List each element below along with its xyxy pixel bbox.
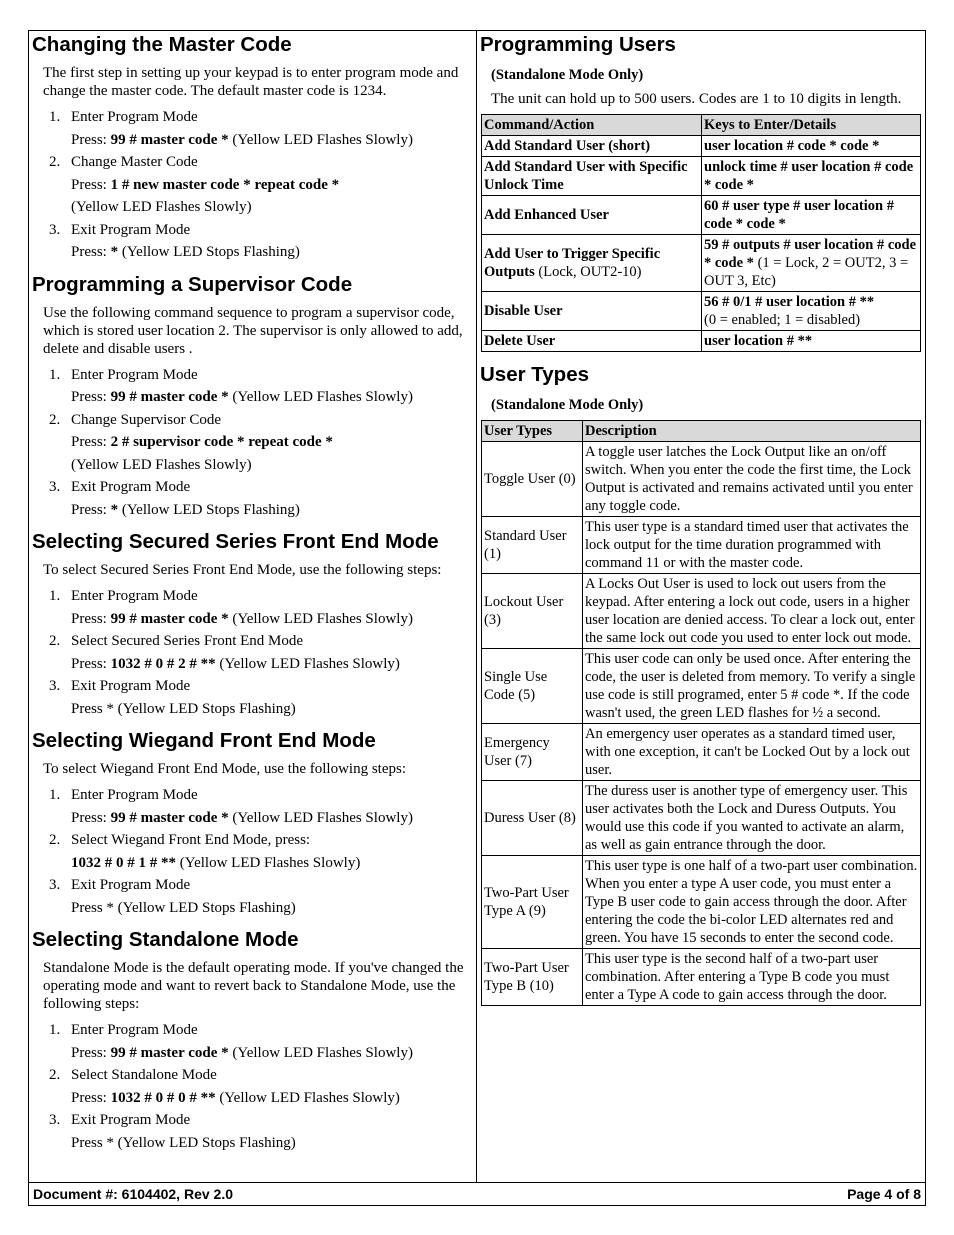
steps-list xyxy=(32,1019,472,1154)
section-title: Programming Users xyxy=(480,33,676,56)
table-row xyxy=(482,136,921,157)
key-sequence: 1032 # 0 # 1 # ** xyxy=(71,854,176,871)
section-master-code xyxy=(32,32,472,264)
step-title: Exit Program Mode xyxy=(71,1112,191,1128)
table-row xyxy=(482,331,921,352)
table-row xyxy=(482,574,921,649)
step-2: 2. Select Wiegand Front End Mode, press: 1032 # 0 # 1 # ** (Yellow LED Flashes Slowly) xyxy=(49,832,361,871)
table-cell: Delete User xyxy=(482,331,702,352)
key-sequence: 99 # master code * xyxy=(110,389,229,405)
table-cell: An emergency user operates as a standard timed user, with one exception, it can't be Locked Out by a lock out user. xyxy=(583,724,921,781)
right-column xyxy=(480,32,922,1006)
table-row xyxy=(482,649,921,724)
key-sequence: 1032 # 0 # 0 # ** xyxy=(110,1089,216,1106)
table-row xyxy=(482,157,921,196)
column-header: Keys to Enter/Details xyxy=(702,115,921,136)
steps-list xyxy=(32,364,472,522)
key-sequence: * xyxy=(110,501,119,518)
document-number: Document #: 6104402, Rev 2.0 xyxy=(33,1186,233,1202)
table-cell: Emergency User (7) xyxy=(482,724,583,781)
step-2: 2. Select Secured Series Front End Mode Press: 1032 # 0 # 2 # ** (Yellow LED Flashes Slowly) xyxy=(49,633,400,672)
table-cell: This user code can only be used once. After entering the code, the user is deleted from memory. To verify a single use code is still programed, enter 5 # code *. If the code wasn't used, the green LED flashes for ½ a second. xyxy=(583,649,921,724)
section-wiegand-mode xyxy=(32,728,472,919)
section-intro: To select Wiegand Front End Mode, use the following steps: xyxy=(43,761,407,777)
mode-note: (Standalone Mode Only) xyxy=(491,397,644,413)
table-cell: Add User to Trigger Specific Outputs (Lock, OUT2-10) xyxy=(482,235,702,292)
steps-list xyxy=(32,585,472,720)
section-title: Programming a Supervisor Code xyxy=(32,272,353,296)
key-sequence: * xyxy=(106,899,114,916)
column-header: Description xyxy=(583,421,921,442)
column-divider xyxy=(476,30,477,1182)
section-title: Selecting Wiegand Front End Mode xyxy=(32,729,376,752)
step-1: 1. Enter Program Mode Press: 99 # master code * (Yellow LED Flashes Slowly) xyxy=(49,588,413,627)
table-cell: unlock time # user location # code * code * xyxy=(702,157,921,196)
footer-rule xyxy=(28,1182,926,1183)
column-header: User Types xyxy=(482,421,583,442)
table-cell: A Locks Out User is used to lock out users from the keypad. After entering a lock out code, users in a higher user location are denied access. To clear a lock out, enter the same lock out code you used to enter lock out mode. xyxy=(583,574,921,649)
table-cell: Single Use Code (5) xyxy=(482,649,583,724)
mode-note: (Standalone Mode Only) xyxy=(491,67,644,83)
step-1: 1. Enter Program Mode Press: 99 # master code * (Yellow LED Flashes Slowly) xyxy=(49,366,413,405)
table-cell: Toggle User (0) xyxy=(482,442,583,517)
step-title: Change Master Code xyxy=(71,154,198,170)
step-title: Select Secured Series Front End Mode xyxy=(71,633,304,649)
step-title: Enter Program Mode xyxy=(71,109,198,125)
step-2: 2. Change Supervisor Code Press: 2 # supervisor code * repeat code * (Yellow LED Flashes Slowly) xyxy=(49,411,333,473)
table-cell: Add Enhanced User xyxy=(482,196,702,235)
table-cell: This user type is one half of a two-part user combination. When you enter a type A user code, you must enter a Type B user code to gain access through the door. After entering the code the bi-color LED alternates red and green. You have 15 seconds to enter the second code. xyxy=(583,856,921,949)
table-cell: This user type is the second half of a two-part user combination. After entering a Type B code you must enter a Type A code to gain access through the door. xyxy=(583,949,921,1006)
table-header-row xyxy=(482,115,921,136)
table-row xyxy=(482,235,921,292)
table-cell: This user type is a standard timed user that activates the lock output for the time duration programmed with command 11 or with the master code. xyxy=(583,517,921,574)
key-sequence: * xyxy=(110,244,119,260)
section-title: Changing the Master Code xyxy=(32,33,292,56)
step-3: 3. Exit Program Mode Press: * (Yellow LED Stops Flashing) xyxy=(49,479,300,518)
table-cell: The duress user is another type of emergency user. This user activates both the Lock and Duress Outputs. You would use this code if you wanted to activate an alarm, as well as gain entrance through the door. xyxy=(583,781,921,856)
left-column xyxy=(32,32,472,1154)
section-intro: The unit can hold up to 500 users. Codes are 1 to 10 digits in length. xyxy=(491,91,902,107)
key-sequence: * xyxy=(106,700,114,717)
key-sequence: 1 # new master code * repeat code * xyxy=(110,176,340,193)
section-title: User Types xyxy=(480,363,590,386)
table-cell: Lockout User (3) xyxy=(482,574,583,649)
table-cell: 56 # 0/1 # user location # ** (0 = enabled; 1 = disabled) xyxy=(702,292,921,331)
steps-list xyxy=(32,106,472,264)
step-2: 2. Change Master Code Press: 1 # new master code * repeat code * (Yellow LED Flashes Slowly) xyxy=(49,154,340,215)
step-2: 2. Select Standalone Mode Press: 1032 # 0 # 0 # ** (Yellow LED Flashes Slowly) xyxy=(49,1067,400,1106)
step-3: 3. Exit Program Mode Press: * (Yellow LED Stops Flashing) xyxy=(49,221,300,260)
key-sequence: 2 # supervisor code * repeat code * xyxy=(110,434,333,450)
column-header: Command/Action xyxy=(482,115,702,136)
table-cell: Two-Part User Type B (10) xyxy=(482,949,583,1006)
section-title: Selecting Standalone Mode xyxy=(32,928,299,951)
table-cell: Two-Part User Type A (9) xyxy=(482,856,583,949)
section-intro: The first step in setting up your keypad is to enter program mode and change the master code. The default master code is 1234. xyxy=(43,65,459,99)
table-row xyxy=(482,856,921,949)
user-types-table xyxy=(481,420,921,1006)
section-intro: To select Secured Series Front End Mode, use the following steps: xyxy=(43,562,442,578)
table-row xyxy=(482,724,921,781)
commands-table xyxy=(481,114,921,352)
section-intro: Standalone Mode is the default operating mode. If you've changed the operating mode and want to revert back to Standalone Mode, use the following steps: xyxy=(43,960,464,1012)
table-cell: Duress User (8) xyxy=(482,781,583,856)
table-cell: 60 # user type # user location # code * code * xyxy=(702,196,921,235)
table-cell: Disable User xyxy=(482,292,702,331)
table-row xyxy=(482,292,921,331)
table-row xyxy=(482,949,921,1006)
step-title: Select Wiegand Front End Mode, press: xyxy=(71,832,311,848)
table-cell: Add Standard User (short) xyxy=(482,136,702,157)
section-programming-users xyxy=(480,32,922,352)
step-title: Exit Program Mode xyxy=(71,877,191,893)
table-cell: user location # ** xyxy=(702,331,921,352)
key-sequence: * xyxy=(106,1134,114,1151)
key-sequence: 99 # master code * xyxy=(110,1044,229,1061)
step-1: 1. Enter Program Mode Press: 99 # master code * (Yellow LED Flashes Slowly) xyxy=(49,109,413,148)
table-cell: Standard User (1) xyxy=(482,517,583,574)
table-row xyxy=(482,196,921,235)
table-cell: 59 # outputs # user location # code * code * (1 = Lock, 2 = OUT2, 3 = OUT 3, Etc) xyxy=(702,235,921,292)
step-title: Change Supervisor Code xyxy=(71,411,221,428)
step-3: 3. Exit Program Mode Press * (Yellow LED Stops Flashing) xyxy=(49,877,296,916)
key-sequence: 99 # master code * xyxy=(110,809,229,826)
step-title: Enter Program Mode xyxy=(71,787,198,803)
page-number: Page 4 of 8 xyxy=(847,1186,921,1202)
table-cell: A toggle user latches the Lock Output like an on/off switch. When you enter the code the first time, the Lock Output is activated and remains activated until you enter any toggle code. xyxy=(583,442,921,517)
table-row xyxy=(482,517,921,574)
section-standalone-mode xyxy=(32,927,472,1154)
step-1: 1. Enter Program Mode Press: 99 # master code * (Yellow LED Flashes Slowly) xyxy=(49,787,413,826)
steps-list xyxy=(32,784,472,919)
step-title: Enter Program Mode xyxy=(71,1022,198,1038)
section-title: Selecting Secured Series Front End Mode xyxy=(32,530,439,553)
key-sequence: 99 # master code * xyxy=(110,610,229,627)
step-3: 3. Exit Program Mode Press * (Yellow LED Stops Flashing) xyxy=(49,1112,296,1151)
step-title: Enter Program Mode xyxy=(71,588,198,604)
table-row xyxy=(482,781,921,856)
table-cell: user location # code * code * xyxy=(702,136,921,157)
section-intro: Use the following command sequence to program a supervisor code, which is stored user location 2. The supervisor is only allowed to add, delete and disable users . xyxy=(43,304,463,357)
step-title: Select Standalone Mode xyxy=(71,1067,217,1083)
step-title: Exit Program Mode xyxy=(71,479,191,495)
table-row xyxy=(482,442,921,517)
section-supervisor-code xyxy=(32,272,472,522)
step-1: 1. Enter Program Mode Press: 99 # master code * (Yellow LED Flashes Slowly) xyxy=(49,1022,413,1061)
key-sequence: 99 # master code * xyxy=(110,131,229,148)
section-secured-series-mode xyxy=(32,529,472,720)
table-cell: Add Standard User with Specific Unlock Time xyxy=(482,157,702,196)
section-user-types xyxy=(480,362,922,1006)
step-title: Exit Program Mode xyxy=(71,678,191,694)
table-header-row xyxy=(482,421,921,442)
key-sequence: 1032 # 0 # 2 # ** xyxy=(110,655,216,672)
step-title: Enter Program Mode xyxy=(71,366,198,383)
step-title: Exit Program Mode xyxy=(71,221,191,238)
step-3: 3. Exit Program Mode Press * (Yellow LED Stops Flashing) xyxy=(49,678,296,717)
